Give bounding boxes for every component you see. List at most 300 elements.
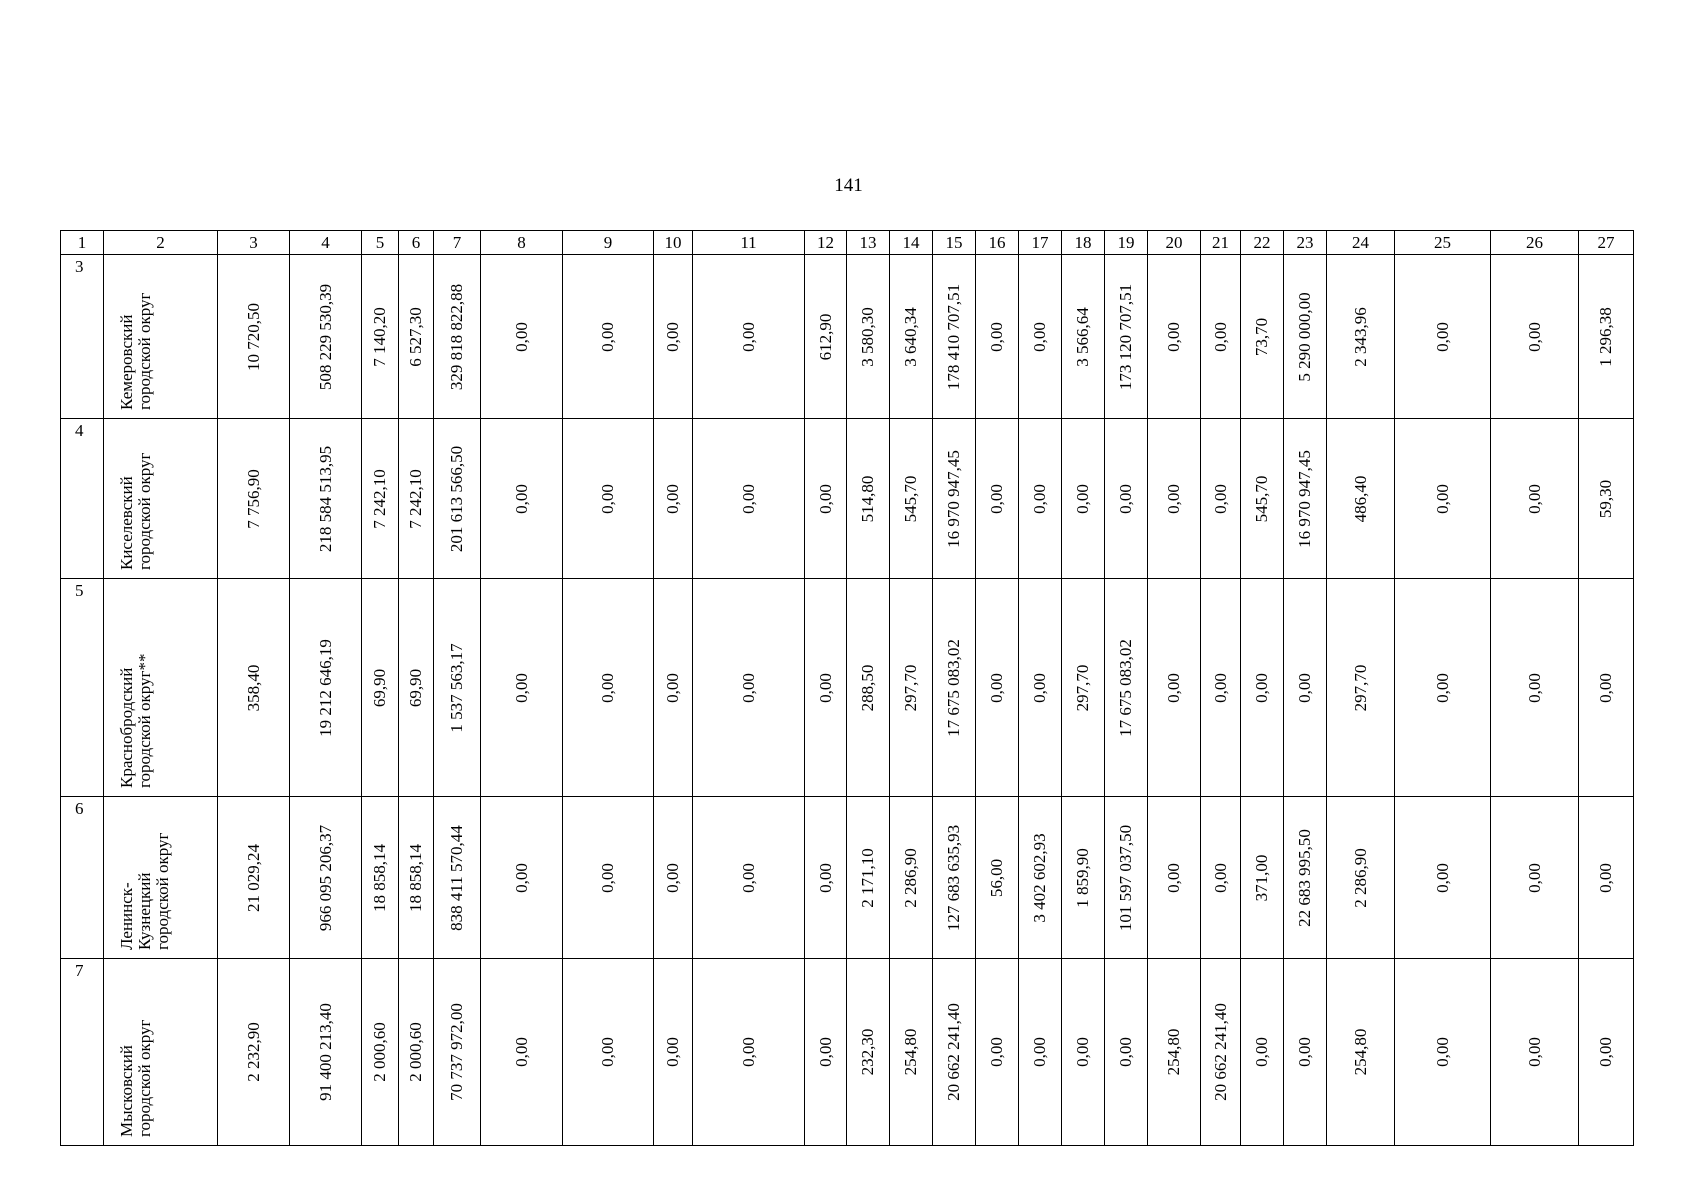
district-name-line: городской округ (153, 832, 172, 950)
district-name-line: городской округ** (135, 653, 154, 788)
value-cell (399, 959, 434, 1146)
column-number-cell: 3 (218, 231, 290, 255)
cell-value: 0,00 (598, 321, 617, 352)
value-cell (1105, 579, 1148, 797)
cell-value: 0,00 (815, 862, 835, 893)
cell-value: 3 640,34 (901, 306, 920, 367)
value-cell (1148, 419, 1201, 579)
value-cell (1062, 255, 1105, 419)
cell-value: 127 683 635,93 (944, 824, 963, 931)
column-number-cell: 4 (290, 231, 362, 255)
cell-value: 0,00 (511, 321, 531, 352)
cell-value: 297,70 (1073, 664, 1092, 711)
value-cell (290, 255, 362, 419)
cell-value: 173 120 707,51 (1116, 283, 1135, 390)
value-cell (1019, 797, 1062, 959)
cell-value: 0,00 (1295, 672, 1314, 703)
table-row (61, 797, 1634, 959)
column-number-cell: 7 (434, 231, 481, 255)
value-cell (976, 959, 1019, 1146)
value-cell (1284, 255, 1327, 419)
value-cell (976, 797, 1019, 959)
value-cell (218, 255, 290, 419)
value-cell (563, 579, 654, 797)
cell-value: 0,00 (1524, 862, 1544, 893)
column-number-cell: 23 (1284, 231, 1327, 255)
value-cell (290, 579, 362, 797)
cell-value: 0,00 (1432, 672, 1452, 703)
district-name-line: Кузнецкий (135, 872, 154, 950)
value-cell (1395, 959, 1491, 1146)
value-cell (1105, 255, 1148, 419)
cell-value: 0,00 (511, 483, 531, 514)
value-cell (399, 579, 434, 797)
cell-value: 0,00 (1030, 1037, 1049, 1067)
value-cell (1241, 797, 1284, 959)
value-cell (805, 255, 847, 419)
district-name-cell (104, 579, 218, 797)
value-cell (434, 255, 481, 419)
value-cell (654, 255, 693, 419)
value-cell (1284, 419, 1327, 579)
value-cell (847, 255, 890, 419)
value-cell (1395, 419, 1491, 579)
cell-value: 0,00 (511, 1037, 531, 1067)
cell-value: 288,50 (858, 664, 877, 711)
cell-value: 3 580,30 (858, 306, 877, 367)
value-cell (434, 797, 481, 959)
cell-value: 2 286,90 (901, 847, 920, 908)
cell-value: 59,30 (1596, 479, 1615, 518)
value-cell (1327, 255, 1395, 419)
cell-value: 18 858,14 (406, 843, 425, 912)
cell-value: 70 737 972,00 (447, 1003, 466, 1101)
value-cell (1579, 579, 1634, 797)
cell-value: 0,00 (1164, 321, 1183, 352)
value-cell (290, 419, 362, 579)
value-cell (654, 959, 693, 1146)
row-number-cell (61, 579, 104, 797)
value-cell (362, 959, 399, 1146)
column-number-cell: 2 (104, 231, 218, 255)
cell-value: 2 000,60 (406, 1022, 425, 1082)
value-cell (1019, 959, 1062, 1146)
cell-value: 0,00 (1164, 862, 1183, 893)
value-cell (805, 579, 847, 797)
cell-value: 329 818 822,88 (447, 283, 466, 390)
value-cell (362, 419, 399, 579)
value-cell (847, 419, 890, 579)
cell-value: 69,90 (406, 668, 425, 707)
column-number-cell: 6 (399, 231, 434, 255)
value-cell (1062, 579, 1105, 797)
row-number-cell (61, 959, 104, 1146)
value-cell (1284, 797, 1327, 959)
district-name (118, 832, 172, 950)
cell-value: 0,00 (1596, 672, 1615, 703)
column-number-cell: 22 (1241, 231, 1284, 255)
cell-value: 0,00 (598, 862, 617, 893)
value-cell (847, 579, 890, 797)
value-cell (933, 579, 976, 797)
value-cell (481, 797, 563, 959)
district-name-line: Мысковский (117, 1045, 136, 1137)
column-number-cell: 8 (481, 231, 563, 255)
cell-value: 0,00 (1524, 1037, 1544, 1067)
value-cell (693, 579, 805, 797)
district-name (118, 653, 154, 788)
value-cell (362, 797, 399, 959)
cell-value: 22 683 995,50 (1295, 828, 1314, 927)
value-cell (290, 959, 362, 1146)
cell-value: 0,00 (1116, 1037, 1135, 1067)
value-cell (976, 419, 1019, 579)
district-name (118, 292, 154, 410)
cell-value: 73,70 (1252, 317, 1271, 356)
value-cell (1062, 959, 1105, 1146)
cell-value: 0,00 (987, 672, 1006, 703)
cell-value: 10 720,50 (243, 302, 263, 371)
value-cell (434, 959, 481, 1146)
cell-value: 232,30 (858, 1028, 877, 1076)
value-cell (805, 797, 847, 959)
district-name-line: городской округ (135, 292, 154, 410)
cell-value: 254,80 (901, 1028, 920, 1076)
column-number-cell: 18 (1062, 231, 1105, 255)
cell-value: 101 597 037,50 (1116, 824, 1135, 931)
value-cell (1395, 579, 1491, 797)
column-number-cell: 1 (61, 231, 104, 255)
value-cell (1105, 959, 1148, 1146)
row-number-cell (61, 255, 104, 419)
column-number-cell: 13 (847, 231, 890, 255)
cell-value: 0,00 (598, 672, 617, 703)
value-cell (1491, 959, 1579, 1146)
value-cell (434, 579, 481, 797)
cell-value: 2 232,90 (243, 1022, 263, 1082)
value-cell (1019, 255, 1062, 419)
cell-value: 0,00 (1524, 321, 1544, 352)
cell-value: 7 242,10 (370, 468, 389, 529)
cell-value: 0,00 (1596, 862, 1615, 893)
value-cell (1148, 579, 1201, 797)
value-cell (693, 959, 805, 1146)
cell-value: 0,00 (1073, 1037, 1092, 1067)
column-number-cell: 24 (1327, 231, 1395, 255)
cell-value: 508 229 530,39 (315, 283, 335, 390)
value-cell (290, 797, 362, 959)
column-number-cell: 20 (1148, 231, 1201, 255)
value-cell (1284, 959, 1327, 1146)
cell-value: 16 970 947,45 (1295, 449, 1314, 548)
cell-value: 0,00 (663, 672, 682, 703)
cell-value: 0,00 (1432, 483, 1452, 514)
cell-value: 358,40 (243, 664, 263, 711)
cell-value: 486,40 (1350, 475, 1370, 522)
value-cell (1241, 419, 1284, 579)
cell-value: 20 662 241,40 (944, 1003, 963, 1101)
cell-value: 201 613 566,50 (447, 445, 466, 552)
value-cell (1241, 255, 1284, 419)
value-cell (563, 255, 654, 419)
cell-value: 0,00 (738, 483, 758, 514)
cell-value: 69,90 (370, 668, 389, 707)
value-cell (481, 579, 563, 797)
district-name-line: Кемеровский (117, 314, 136, 410)
cell-value: 1 537 563,17 (447, 642, 466, 733)
column-number-cell: 27 (1579, 231, 1634, 255)
row-number-cell (61, 419, 104, 579)
cell-value: 21 029,24 (243, 843, 263, 912)
value-cell (1491, 579, 1579, 797)
cell-value: 371,00 (1252, 854, 1271, 901)
value-cell (933, 797, 976, 959)
cell-value: 0,00 (1596, 1037, 1615, 1067)
value-cell (362, 579, 399, 797)
row-number: 5 (75, 581, 84, 600)
cell-value: 0,00 (1073, 483, 1092, 514)
value-cell (1062, 419, 1105, 579)
cell-value: 612,90 (815, 313, 835, 360)
district-name-cell (104, 255, 218, 419)
value-cell (1579, 797, 1634, 959)
value-cell (563, 959, 654, 1146)
row-number: 4 (75, 421, 84, 440)
district-name (118, 1019, 154, 1137)
value-cell (1327, 579, 1395, 797)
cell-value: 0,00 (738, 1037, 758, 1067)
column-number-cell: 25 (1395, 231, 1491, 255)
cell-value: 18 858,14 (370, 843, 389, 912)
value-cell (1201, 959, 1241, 1146)
cell-value: 1 859,90 (1073, 847, 1092, 908)
cell-value: 0,00 (1164, 483, 1183, 514)
value-cell (1201, 579, 1241, 797)
value-cell (933, 419, 976, 579)
value-cell (1395, 797, 1491, 959)
value-cell (1148, 255, 1201, 419)
cell-value: 7 756,90 (243, 468, 263, 529)
cell-value: 0,00 (511, 672, 531, 703)
cell-value: 0,00 (1252, 1037, 1271, 1067)
table-row (61, 419, 1634, 579)
value-cell (976, 579, 1019, 797)
value-cell (1327, 959, 1395, 1146)
value-cell (218, 959, 290, 1146)
cell-value: 297,70 (901, 664, 920, 711)
cell-value: 2 343,96 (1350, 306, 1370, 367)
column-number-cell: 11 (693, 231, 805, 255)
value-cell (1105, 797, 1148, 959)
cell-value: 0,00 (815, 1037, 835, 1067)
value-cell (1579, 419, 1634, 579)
column-number-cell: 9 (563, 231, 654, 255)
data-table (60, 230, 1634, 1146)
value-cell (654, 419, 693, 579)
value-cell (218, 797, 290, 959)
cell-value: 17 675 083,02 (944, 638, 963, 737)
value-cell (1395, 255, 1491, 419)
cell-value: 0,00 (1030, 672, 1049, 703)
district-name-cell (104, 959, 218, 1146)
cell-value: 0,00 (1432, 1037, 1452, 1067)
column-number-cell: 26 (1491, 231, 1579, 255)
column-number-cell: 16 (976, 231, 1019, 255)
cell-value: 0,00 (1164, 672, 1183, 703)
cell-value: 0,00 (738, 672, 758, 703)
cell-value: 19 212 646,19 (315, 638, 335, 737)
value-cell (976, 255, 1019, 419)
cell-value: 0,00 (598, 483, 617, 514)
column-number-cell: 21 (1201, 231, 1241, 255)
cell-value: 0,00 (1432, 862, 1452, 893)
cell-value: 0,00 (1210, 862, 1230, 893)
value-cell (805, 419, 847, 579)
cell-value: 0,00 (598, 1037, 617, 1067)
cell-value: 7 242,10 (406, 468, 425, 529)
cell-value: 0,00 (1432, 321, 1452, 352)
value-cell (890, 959, 933, 1146)
table-row (61, 959, 1634, 1146)
value-cell (563, 797, 654, 959)
value-cell (1148, 797, 1201, 959)
cell-value: 0,00 (663, 321, 682, 352)
value-cell (693, 797, 805, 959)
value-cell (1019, 419, 1062, 579)
value-cell (1148, 959, 1201, 1146)
cell-value: 178 410 707,51 (944, 283, 963, 390)
value-cell (933, 959, 976, 1146)
cell-value: 254,80 (1164, 1028, 1183, 1076)
value-cell (218, 419, 290, 579)
column-number-cell: 12 (805, 231, 847, 255)
value-cell (399, 419, 434, 579)
cell-value: 2 286,90 (1350, 847, 1370, 908)
cell-value: 0,00 (987, 1037, 1006, 1067)
value-cell (563, 419, 654, 579)
district-name-cell (104, 797, 218, 959)
cell-value: 0,00 (815, 483, 835, 514)
value-cell (481, 419, 563, 579)
cell-value: 0,00 (1295, 1037, 1314, 1067)
value-cell (890, 797, 933, 959)
cell-value: 5 290 000,00 (1295, 291, 1314, 382)
cell-value: 7 140,20 (370, 306, 389, 367)
cell-value: 545,70 (1252, 475, 1271, 522)
value-cell (1062, 797, 1105, 959)
column-number-cell: 5 (362, 231, 399, 255)
district-name-cell (104, 419, 218, 579)
value-cell (1491, 797, 1579, 959)
value-cell (1241, 579, 1284, 797)
cell-value: 0,00 (663, 862, 682, 893)
cell-value: 0,00 (738, 862, 758, 893)
cell-value: 545,70 (901, 475, 920, 522)
cell-value: 3 566,64 (1073, 306, 1092, 367)
district-name-line: городской округ (135, 1019, 154, 1137)
value-cell (654, 797, 693, 959)
row-number: 6 (75, 799, 84, 818)
value-cell (1201, 255, 1241, 419)
table-row (61, 255, 1634, 419)
value-cell (1491, 419, 1579, 579)
value-cell (1579, 959, 1634, 1146)
cell-value: 2 171,10 (858, 847, 877, 908)
row-number: 3 (75, 257, 84, 276)
value-cell (399, 255, 434, 419)
cell-value: 0,00 (663, 483, 682, 514)
column-number-cell: 10 (654, 231, 693, 255)
cell-value: 0,00 (738, 321, 758, 352)
cell-value: 91 400 213,40 (315, 1003, 335, 1101)
page-number: 141 (834, 175, 863, 196)
value-cell (847, 959, 890, 1146)
value-cell (1201, 419, 1241, 579)
cell-value: 6 527,30 (406, 306, 425, 367)
cell-value: 0,00 (1030, 321, 1049, 352)
cell-value: 514,80 (858, 475, 877, 522)
value-cell (693, 255, 805, 419)
cell-value: 0,00 (663, 1037, 682, 1067)
value-cell (1491, 255, 1579, 419)
table-row (61, 579, 1634, 797)
cell-value: 0,00 (815, 672, 835, 703)
value-cell (890, 579, 933, 797)
cell-value: 17 675 083,02 (1116, 638, 1135, 737)
value-cell (1327, 797, 1395, 959)
value-cell (481, 255, 563, 419)
row-number-cell (61, 797, 104, 959)
cell-value: 0,00 (1030, 483, 1049, 514)
cell-value: 3 402 602,93 (1030, 832, 1049, 923)
column-number-cell: 14 (890, 231, 933, 255)
value-cell (654, 579, 693, 797)
cell-value: 838 411 570,44 (447, 824, 466, 931)
value-cell (933, 255, 976, 419)
value-cell (481, 959, 563, 1146)
value-cell (1579, 255, 1634, 419)
value-cell (890, 255, 933, 419)
value-cell (1284, 579, 1327, 797)
district-name (118, 452, 154, 570)
cell-value: 20 662 241,40 (1210, 1003, 1230, 1101)
value-cell (399, 797, 434, 959)
cell-value: 16 970 947,45 (944, 449, 963, 548)
cell-value: 0,00 (987, 321, 1006, 352)
value-cell (1105, 419, 1148, 579)
cell-value: 0,00 (1210, 483, 1230, 514)
value-cell (890, 419, 933, 579)
cell-value: 0,00 (1252, 672, 1271, 703)
value-cell (1201, 797, 1241, 959)
row-number: 7 (75, 961, 84, 980)
cell-value: 0,00 (1524, 483, 1544, 514)
district-name-line: Киселевский (117, 476, 136, 570)
cell-value: 0,00 (1210, 672, 1230, 703)
value-cell (1241, 959, 1284, 1146)
column-number-cell: 17 (1019, 231, 1062, 255)
cell-value: 0,00 (511, 862, 531, 893)
value-cell (693, 419, 805, 579)
value-cell (362, 255, 399, 419)
district-name-line: городской округ (135, 452, 154, 570)
value-cell (434, 419, 481, 579)
value-cell (1019, 579, 1062, 797)
cell-value: 56,00 (987, 858, 1006, 897)
cell-value: 0,00 (1210, 321, 1230, 352)
cell-value: 2 000,60 (370, 1022, 389, 1082)
cell-value: 254,80 (1350, 1028, 1370, 1076)
